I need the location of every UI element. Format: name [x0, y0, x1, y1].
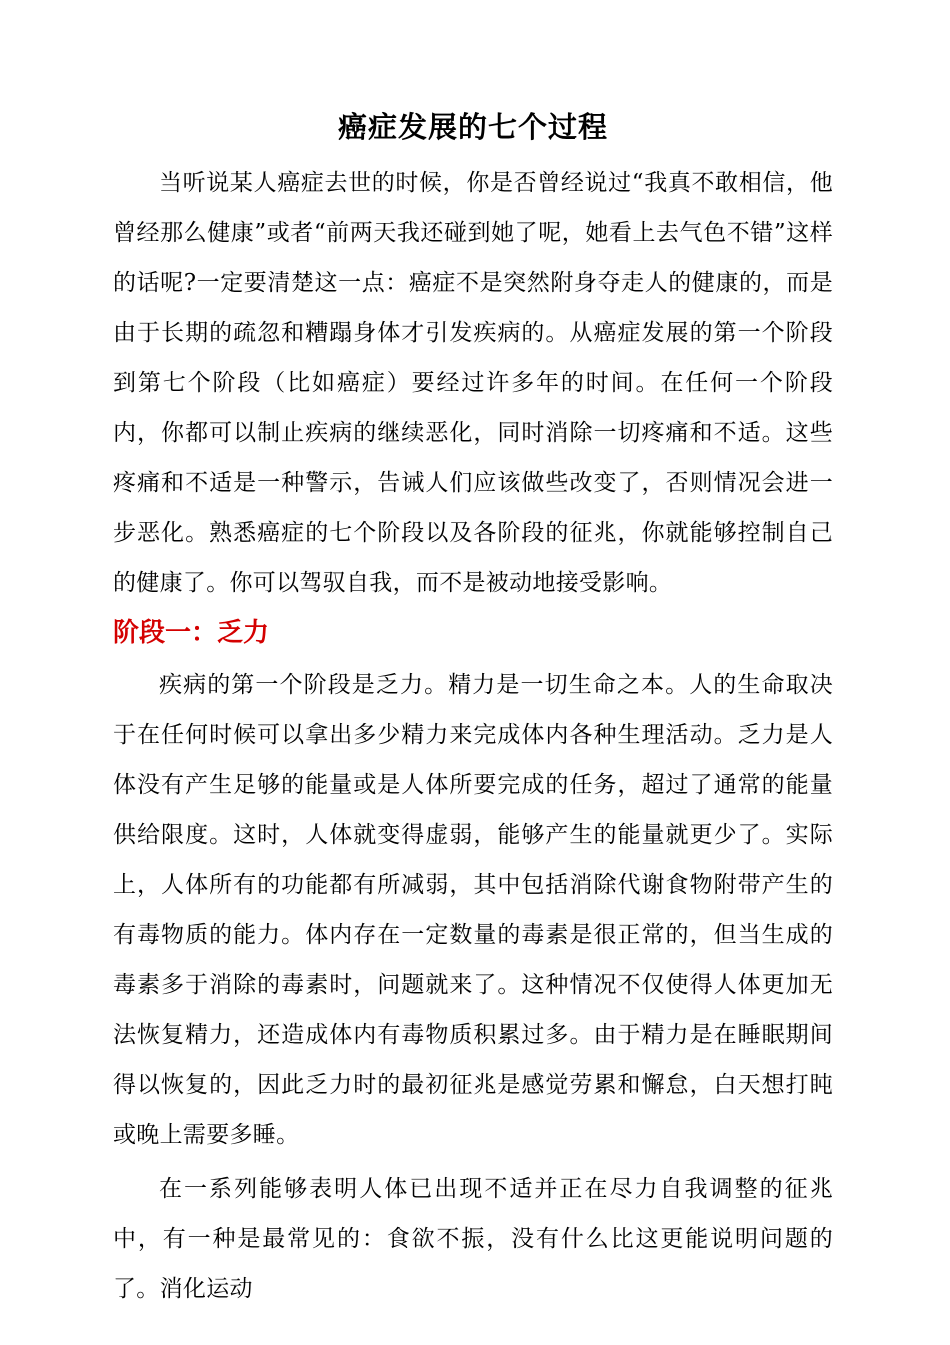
intro-paragraph: 当听说某人癌症去世的时候，你是否曾经说过“我真不敢相信，他曾经那么健康”或者“前两天我还碰到她了呢，她看上去气色不错”这样的话呢?一定要清楚这一点：癌症不是突然附身夺走人的健康的，而是由于长期的疏忽和糟蹋身体才引发疾病的。从癌症发展的第一个阶段到第七个阶段（比如癌症）要经过许多年的时间。在任何一个阶段内，你都可以制止疾病的继续恶化，同时消除一切疼痛和不适。这些疼痛和不适是一种警示，告诫人们应该做些改变了，否则情况会进一步恶化。熟悉癌症的七个阶段以及各阶段的征兆，你就能够控制自己的健康了。你可以驾驭自我，而不是被动地接受影响。 — [113, 170, 833, 596]
document-body — [113, 105, 833, 1314]
section-paragraph: 在一系列能够表明人体已出现不适并正在尽力自我调整的征兆中，有一种是最常见的：食欲不振，没有什么比这更能说明问题的了。消化运动 — [113, 1176, 833, 1302]
section-heading-stage-one: 阶段一：乏力 — [113, 618, 270, 648]
document-title: 癌症发展的七个过程 — [337, 110, 608, 144]
section-paragraph: 疾病的第一个阶段是乏力。精力是一切生命之本。人的生命取决于在任何时候可以拿出多少精力来完成体内各种生理活动。乏力是人体没有产生足够的能量或是人体所要完成的任务，超过了通常的能量供给限度。这时，人体就变得虚弱，能够产生的能量就更少了。实际上，人体所有的功能都有所减弱，其中包括消除代谢食物附带产生的有毒物质的能力。体内存在一定数量的毒素是很正常的，但当生成的毒素多于消除的毒素时，问题就来了。这种情况不仅使得人体更加无法恢复精力，还造成体内有毒物质积累过多。由于精力是在睡眠期间得以恢复的，因此乏力时的最初征兆是感觉劳累和懈怠，白天想打盹或晚上需要多睡。 — [113, 672, 833, 1148]
